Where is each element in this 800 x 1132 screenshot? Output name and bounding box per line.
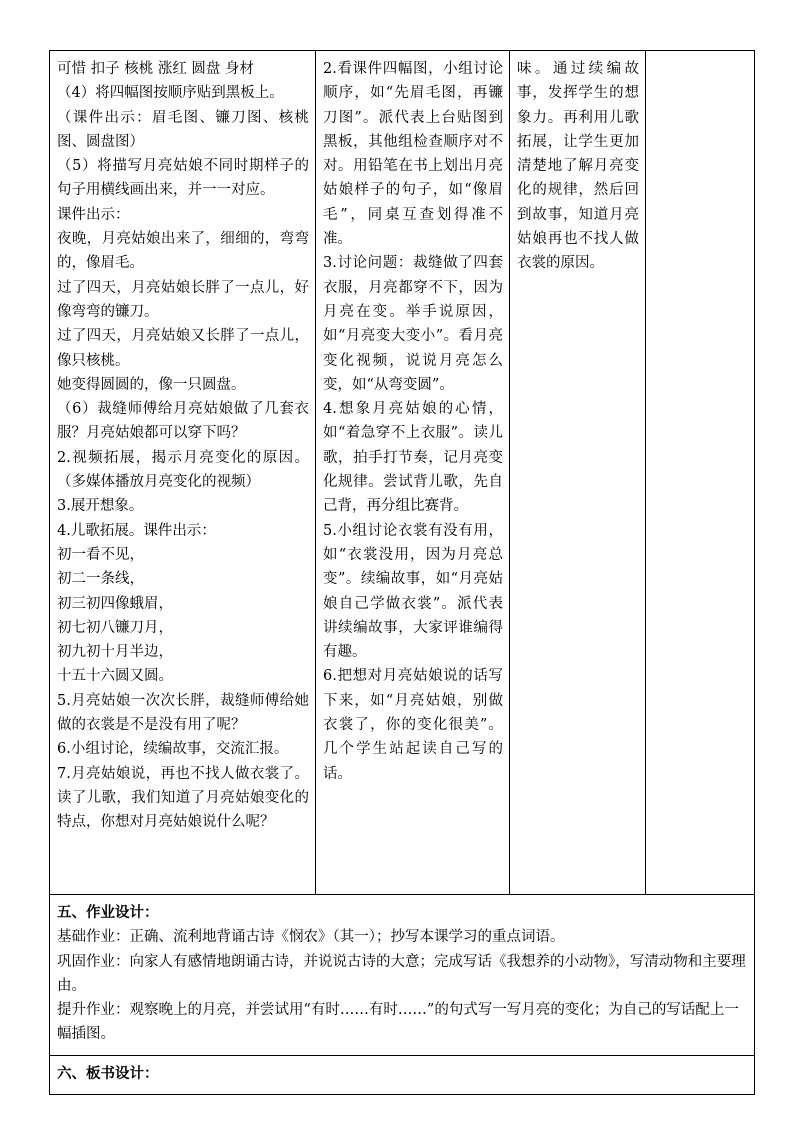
teacher-activity-text	[50, 51, 315, 841]
col1-paragraph: 过了四天，月亮姑娘又长胖了一点儿，像只核桃。	[57, 328, 309, 369]
col1-paragraph: 3.展开想象。	[57, 498, 144, 515]
homework-title: 五、作业设计：	[57, 905, 159, 921]
activity-row	[50, 51, 755, 895]
board-design-title: 六、板书设计：	[57, 1065, 159, 1082]
design-intent-cell	[510, 51, 646, 895]
col1-paragraph: 6.小组讨论，续编故事，交流汇报。	[57, 741, 289, 758]
col1-paragraph: 十五十六圆又圆。	[57, 668, 173, 685]
notes-text	[646, 51, 754, 63]
homework-cell	[50, 895, 755, 1056]
col3-paragraph: 味。通过续编故事，发挥学生的想象力。再利用儿歌拓展，让学生更加清楚地了解月亮变化的规律，然后回到故事，知道月亮姑娘再也不找人做衣裳的原因。	[517, 61, 639, 272]
col2-paragraph: 2.看课件四幅图，小组讨论顺序，如“先眉毛图，再镰刀图”。派代表上台贴图到黑板，其他组检查顺序对不对。用铅笔在书上划出月亮姑娘样子的句子，如“像眉毛”，同桌互查划得准不准。	[323, 61, 503, 248]
col2-paragraph: 3.讨论问题：裁缝做了四套衣服，月亮都穿不下，因为月亮在变。举手说原因，如“月亮变大变小”。看月亮变化视频，说说月亮怎么变，如“从弯变圆”。	[323, 255, 503, 393]
col1-paragraph: （4）将四幅图按顺序贴到黑板上。	[57, 85, 284, 102]
student-activity-text	[316, 51, 509, 792]
col1-paragraph: 她变得圆圆的，像一只圆盘。	[57, 376, 246, 393]
col1-paragraph: 过了四天，月亮姑娘长胖了一点儿，好像弯弯的镰刀。	[57, 279, 309, 320]
col1-paragraph: 初九初十月半边，	[57, 644, 173, 661]
col1-paragraph: 初七初八镰刀月，	[57, 619, 173, 636]
col1-paragraph: （6）裁缝师傅给月亮姑娘做了几套衣服？月亮姑娘都可以穿下吗？	[57, 401, 309, 442]
col1-paragraph: 初一看不见，	[57, 546, 144, 563]
col1-paragraph: 初三初四像蛾眉，	[57, 595, 173, 612]
col1-paragraph: 初二一条线，	[57, 571, 144, 588]
homework-row	[50, 895, 755, 1056]
design-intent-text	[510, 51, 645, 282]
col1-paragraph: （5）将描写月亮姑娘不同时期样子的句子用横线画出来，并一一对应。	[57, 158, 309, 199]
homework-consolidate: 巩固作业：向家人有感情地朗诵古诗，并说说古诗的大意；完成写话《我想养的小动物》，写清动物和主要理由。	[57, 953, 746, 994]
board-design-row	[50, 1055, 755, 1094]
teacher-activity-cell	[50, 51, 316, 895]
homework-basic: 基础作业：正确、流利地背诵古诗《悯农》（其一）；抄写本课学习的重点词语。	[57, 929, 565, 946]
col1-paragraph: 可惜 扣子 核桃 涨红 圆盘 身材	[57, 61, 255, 77]
col1-paragraph: （课件出示：眉毛图、镰刀图、核桃图、圆盘图）	[57, 109, 309, 150]
notes-cell	[646, 51, 755, 895]
board-design-cell	[50, 1055, 755, 1094]
lesson-plan-table	[49, 50, 755, 1095]
col1-paragraph: 5.月亮姑娘一次次长胖，裁缝师傅给她做的衣裳是不是没有用了呢？	[57, 692, 309, 734]
col2-paragraph: 6.把想对月亮姑娘说的话写下来，如“月亮姑娘，别做衣裳了，你的变化很美”。几个学生站起读自己写的话。	[323, 668, 503, 782]
col1-paragraph: 4.儿歌拓展。课件出示：	[57, 522, 216, 539]
student-activity-cell	[316, 51, 510, 895]
col1-paragraph: 夜晚，月亮姑娘出来了，细细的，弯弯的，像眉毛。	[57, 231, 309, 272]
col1-paragraph: 2.视频拓展，揭示月亮变化的原因。（多媒体播放月亮变化的视频）	[57, 449, 309, 491]
col2-paragraph: 5.小组讨论衣裳有没有用，如“衣裳没用，因为月亮总变”。续编故事，如“月亮姑娘自己学做衣裳”。派代表讲续编故事，大家评谁编得有趣。	[323, 522, 503, 661]
homework-advanced: 提升作业：观察晚上的月亮，并尝试用“有时……有时……”的句式写一写月亮的变化；为自己的写话配上一幅插图。	[57, 1002, 739, 1043]
col2-paragraph: 4.想象月亮姑娘的心情，如“着急穿不上衣服”。读儿歌，拍手打节奏，记月亮变化规律。尝试背儿歌，先自己背，再分组比赛背。	[323, 401, 503, 515]
col1-paragraph: 7.月亮姑娘说，再也不找人做衣裳了。读了儿歌，我们知道了月亮姑娘变化的特点，你想对月亮姑娘说什么呢？	[57, 765, 309, 831]
col1-paragraph: 课件出示：	[57, 206, 130, 223]
